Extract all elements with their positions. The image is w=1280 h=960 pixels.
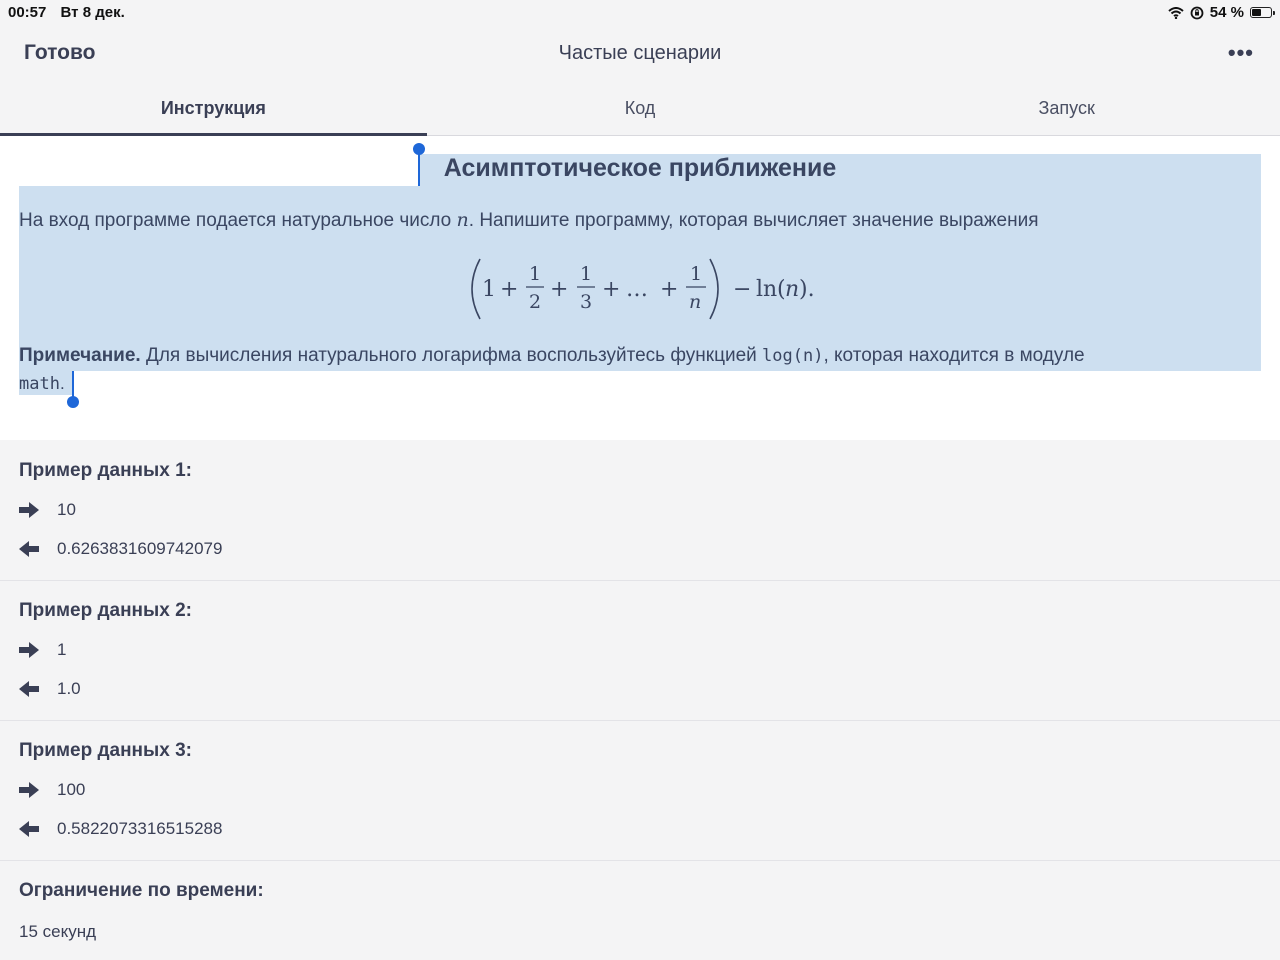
note-text-2: , которая находится в модуле	[823, 345, 1085, 366]
done-button[interactable]: Готово	[24, 41, 96, 64]
problem-title: Асимптотическое приближение	[443, 154, 837, 182]
note-continuation	[19, 374, 65, 394]
sample-title: Пример данных 2:	[19, 600, 192, 621]
sample-block-2	[0, 580, 1280, 721]
formula-num-2: 1	[529, 263, 542, 285]
formula-den-2: 2	[529, 291, 542, 313]
formula-ln: ln	[756, 277, 778, 302]
formula-ln-arg: n	[785, 277, 800, 302]
selection-end-caret	[72, 371, 74, 399]
status-bar	[0, 0, 1280, 24]
tab-code[interactable]: Код	[624, 98, 656, 118]
code-log: log(n)	[762, 346, 824, 366]
sample-output-value: 1.0	[57, 679, 81, 698]
formula-plus-1: +	[500, 277, 519, 302]
formula-num-n: 1	[690, 263, 703, 285]
time-limit-value: 15 секунд	[19, 922, 97, 941]
arrow-left-icon	[18, 820, 40, 838]
selection-start-handle[interactable]	[413, 143, 425, 155]
formula-one: 1	[482, 277, 496, 302]
sample-output	[18, 679, 81, 699]
status-time: 00:57	[8, 4, 47, 21]
page-title: Частые сценарии	[558, 42, 722, 64]
arrow-right-icon	[18, 781, 40, 799]
sample-title: Пример данных 1:	[19, 460, 192, 481]
note-end: .	[59, 374, 65, 393]
sample-input-value: 1	[57, 640, 67, 659]
problem-statement	[0, 136, 1280, 440]
formula-ln-open: (	[777, 277, 786, 302]
sample-output	[18, 539, 222, 559]
formula-left-paren	[472, 259, 480, 319]
formula	[0, 254, 1280, 324]
arrow-left-icon	[18, 680, 40, 698]
battery-percent: 54 %	[1209, 4, 1244, 21]
sample-input-value: 100	[57, 780, 86, 799]
formula-den-n: n	[689, 291, 702, 313]
formula-dots: …	[626, 277, 648, 302]
formula-plus-3: +	[602, 277, 621, 302]
sample-block-3	[0, 720, 1280, 861]
note-text: Для вычисления натурального логарифма воспользуйтесь функцией	[140, 345, 763, 366]
note-label: Примечание.	[19, 345, 141, 366]
sample-input-value: 10	[57, 500, 76, 519]
formula-plus-4: +	[660, 277, 679, 302]
formula-minus: −	[733, 277, 752, 302]
sample-block-1	[0, 440, 1280, 581]
wifi-icon	[1168, 7, 1184, 19]
sample-output	[18, 819, 222, 839]
arrow-right-icon	[18, 501, 40, 519]
orientation-lock-icon	[1190, 6, 1204, 20]
battery-icon	[1250, 7, 1272, 18]
problem-description	[19, 209, 1039, 232]
note-paragraph	[19, 345, 1085, 367]
tab-bar	[0, 84, 1280, 136]
code-math: math	[19, 374, 60, 394]
arrow-left-icon	[18, 540, 40, 558]
sample-title: Пример данных 3:	[19, 740, 192, 761]
formula-num-3: 1	[580, 263, 593, 285]
formula-den-3: 3	[580, 291, 593, 313]
sample-input	[18, 500, 76, 520]
formula-right-paren	[710, 259, 718, 319]
variable-n: n	[456, 209, 469, 231]
sample-output-value: 0.5822073316515288	[57, 819, 223, 838]
problem-text-after: . Напишите программу, которая вычисляет значение выражения	[468, 210, 1039, 231]
sample-output-value: 0.6263831609742079	[57, 539, 223, 558]
navigation-bar	[0, 24, 1280, 84]
status-date: Вт 8 дек.	[60, 4, 125, 21]
formula-plus-2: +	[550, 277, 569, 302]
selection-start-caret	[418, 152, 420, 186]
tab-instruction[interactable]: Инструкция	[0, 84, 427, 135]
selection-end-handle[interactable]	[67, 396, 79, 408]
sample-input	[18, 780, 85, 800]
tab-run[interactable]: Запуск	[1038, 98, 1095, 118]
problem-text-before: На вход программе подается натуральное число	[19, 210, 457, 231]
time-limit-title: Ограничение по времени:	[19, 880, 264, 901]
arrow-right-icon	[18, 641, 40, 659]
more-options-button[interactable]: •••	[1227, 40, 1254, 65]
formula-end: ).	[799, 277, 815, 302]
sample-input	[18, 640, 66, 660]
